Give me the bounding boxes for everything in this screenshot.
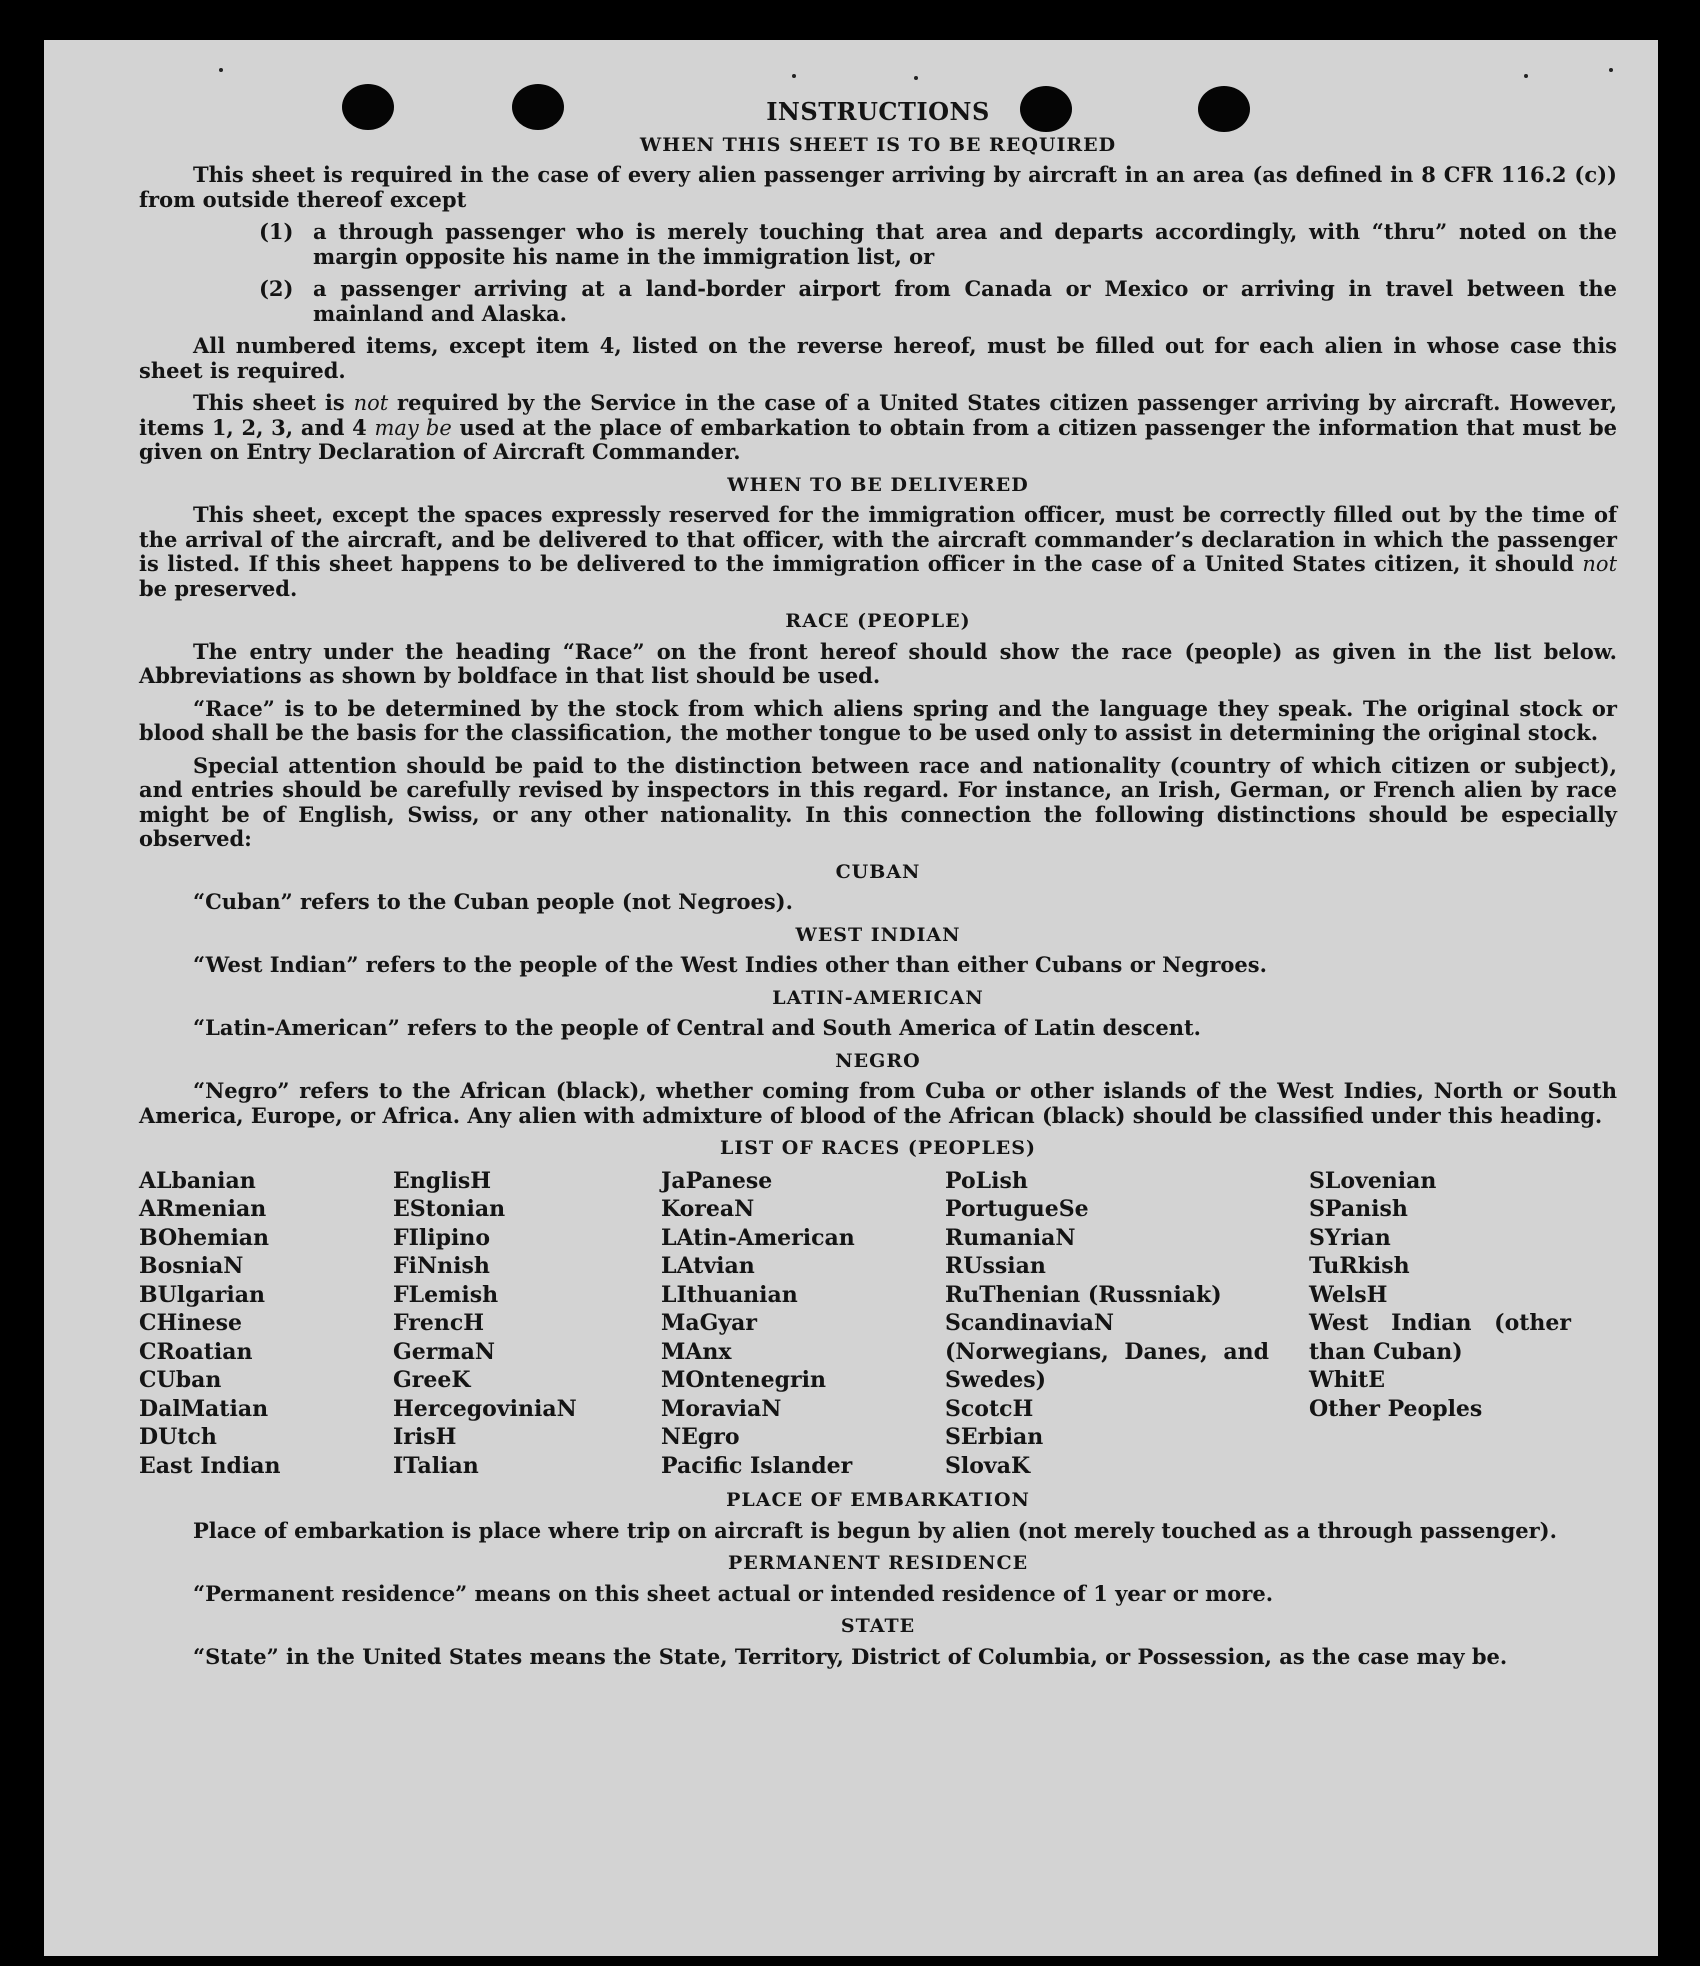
race-entry: DUtch (139, 1424, 217, 1450)
text-run: This sheet is (193, 390, 345, 415)
race-entry: ScotcH (945, 1395, 1034, 1422)
race-entry: SYrian (1309, 1224, 1391, 1251)
race-entry: RumaniaN (945, 1224, 1076, 1251)
races-column (661, 1167, 945, 1481)
heading-embarkation: PLACE OF EMBARKATION (726, 1489, 1030, 1511)
race-entry: CHinese (139, 1310, 243, 1336)
speck (792, 74, 796, 78)
list-item (139, 277, 1617, 326)
paragraph: Place of embarkation is place where trip on aircraft is begun by alien (not merely touched as a through passenger). (193, 1517, 1557, 1543)
race-entry: LAtin-American (661, 1224, 855, 1251)
race-entry: TuRkish (1309, 1253, 1410, 1279)
race-entry: FIlipino (393, 1224, 491, 1251)
race-entry: Other Peoples (1309, 1395, 1483, 1422)
item-text: a passenger arriving at a land-border airport from Canada or Mexico or arriving in travel between the mainland and Alaska. (313, 276, 1617, 326)
race-entry: FLemish (393, 1281, 499, 1308)
race-entry: JaPanese (661, 1167, 773, 1194)
paragraph: “Negro” refers to the African (black), whether coming from Cuba or other islands of the West Indies, North or South America, Europe, or Africa. Any alien with admixture of blood of the African (black) should be classified under this heading. (139, 1078, 1617, 1128)
race-entry: DalMatian (139, 1395, 269, 1422)
heading-state: STATE (840, 1615, 916, 1637)
race-entry: GreeK (393, 1367, 471, 1393)
text-run: This sheet, except the spaces expressly reserved for the immigration officer, must be correctly filled out by the time of the arrival of the aircraft, and be delivered to that officer, with the aircraft commander’s declaration in which the passenger is listed. If this sheet happens to be delivered to the immigration officer in the case of a United States citizen, it should (139, 502, 1617, 576)
race-entry: CRoatian (139, 1338, 253, 1365)
race-entry: Pacific Islander (661, 1452, 853, 1479)
heading-race: RACE (PEOPLE) (785, 610, 971, 632)
race-entry: FrencH (393, 1310, 484, 1336)
heading-when-required: WHEN THIS SHEET IS TO BE REQUIRED (639, 133, 1117, 156)
item-number: (1) (259, 219, 294, 244)
speck (914, 76, 918, 80)
race-entry: ITalian (393, 1452, 479, 1479)
race-entry: FiNnish (393, 1253, 490, 1279)
race-entry: GermaN (393, 1338, 496, 1365)
race-entry: SPanish (1309, 1196, 1408, 1222)
item-number: (2) (259, 276, 294, 301)
speck (1609, 68, 1613, 72)
race-entry: WhitE (1309, 1367, 1385, 1393)
paragraph: Special attention should be paid to the distinction between race and nationality (country of which citizen or subject), and entries should be carefully revised by inspectors in this regard. For instance, an Irish, German, or French alien by race might be of English, Swiss, or any other nationality. In this connection the following distinctions should be especially observed: (139, 752, 1617, 851)
race-entry: East Indian (139, 1452, 281, 1479)
race-entry: SErbian (945, 1424, 1044, 1450)
speck (219, 68, 223, 72)
paragraph: All numbered items, except item 4, listed on the reverse hereof, must be filled out for each alien in whose case this sheet is required. (139, 333, 1617, 383)
text-run: be preserved. (139, 575, 298, 601)
races-column (945, 1167, 1309, 1481)
heading-list-of-races: LIST OF RACES (PEOPLES) (720, 1137, 1036, 1159)
race-entry: WelsH (1309, 1281, 1388, 1308)
race-entry: CUban (139, 1367, 222, 1393)
heading-negro: NEGRO (835, 1049, 921, 1072)
race-entry: SLovenian (1309, 1167, 1437, 1194)
races-list (139, 1167, 1617, 1481)
paragraph (139, 503, 1617, 601)
paragraph: “Latin-American” refers to the people of Central and South America of Latin descent. (193, 1015, 1201, 1040)
race-entry: KoreaN (661, 1196, 755, 1222)
race-entry: MAnx (661, 1338, 732, 1365)
race-entry: IrisH (393, 1424, 457, 1450)
speck (1524, 74, 1528, 78)
race-entry: MoraviaN (661, 1395, 782, 1422)
races-column (393, 1167, 661, 1481)
race-entry: ALbanian (139, 1167, 256, 1194)
list-item (139, 220, 1617, 269)
paragraph: “State” in the United States means the State, Territory, District of Columbia, or Possession, as the case may be. (193, 1643, 1508, 1669)
emphasis: not (353, 391, 389, 415)
race-entry: HercegoviniaN (393, 1395, 577, 1422)
paragraph: “West Indian” refers to the people of the West Indies other than either Cubans or Negroes. (193, 952, 1267, 977)
page-title: INSTRUCTIONS (766, 97, 990, 126)
heading-residence: PERMANENT RESIDENCE (727, 1552, 1029, 1574)
race-entry: West Indian (other than Cuban) (1309, 1310, 1571, 1365)
emphasis: not (1582, 552, 1618, 576)
race-entry: BOhemian (139, 1224, 270, 1251)
emphasis: may be (374, 415, 452, 440)
race-entry: ScandinaviaN (Norwegians, Danes, and Swedes) (945, 1310, 1269, 1393)
race-entry: MaGyar (661, 1310, 758, 1336)
races-column (139, 1167, 393, 1481)
paragraph: “Cuban” refers to the Cuban people (not Negroes). (193, 889, 793, 914)
race-entry: ARmenian (139, 1196, 267, 1222)
item-text: a through passenger who is merely touching that area and departs accordingly, with “thru” noted on the margin opposite his name in the immigration list, or (313, 219, 1617, 269)
heading-latin-american: LATIN-AMERICAN (772, 986, 984, 1009)
race-entry: RUssian (945, 1253, 1046, 1279)
race-entry: SlovaK (945, 1452, 1031, 1479)
paragraph: The entry under the heading “Race” on the front hereof should show the race (people) as given in the list below. Abbreviations as shown by boldface in that list should be used. (139, 638, 1617, 688)
instructions-content (139, 97, 1618, 1677)
race-entry: EnglisH (393, 1167, 492, 1194)
text-run: used at the place of embarkation to obtain from a citizen passenger the information that must be given on Entry Declaration of Aircraft Commander. (139, 414, 1618, 464)
heading-cuban: CUBAN (835, 860, 921, 883)
race-entry: NEgro (661, 1424, 740, 1450)
paragraph: “Permanent residence” means on this sheet actual or intended residence of 1 year or more. (193, 1580, 1274, 1606)
paragraph: This sheet is required in the case of every alien passenger arriving by aircraft in an area (as defined in 8 CFR 116.2 (c)) from outside thereof except (139, 162, 1617, 212)
paragraph (139, 391, 1617, 465)
race-entry: MOntenegrin (661, 1367, 826, 1393)
text-run: required by the Service in the case of a United States citizen passenger arriving by aircraft. However, items 1, 2, 3, and 4 (139, 390, 1617, 440)
heading-west-indian: WEST INDIAN (795, 923, 961, 946)
race-entry: EStonian (393, 1196, 506, 1222)
race-entry: LAtvian (661, 1253, 755, 1279)
races-column (1309, 1167, 1571, 1481)
document-sheet (44, 40, 1658, 1956)
race-entry: RuThenian (Russniak) (945, 1281, 1222, 1308)
paragraph: “Race” is to be determined by the stock from which aliens spring and the language they speak. The original stock or blood shall be the basis for the classification, the mother tongue to be used only to assist in determining the original stock. (139, 695, 1617, 745)
heading-when-delivered: WHEN TO BE DELIVERED (727, 473, 1029, 496)
race-entry: PortugueSe (945, 1196, 1089, 1222)
race-entry: BUlgarian (139, 1281, 265, 1308)
race-entry: BosniaN (139, 1253, 244, 1279)
race-entry: PoLish (945, 1167, 1028, 1194)
race-entry: LIthuanian (661, 1281, 798, 1308)
